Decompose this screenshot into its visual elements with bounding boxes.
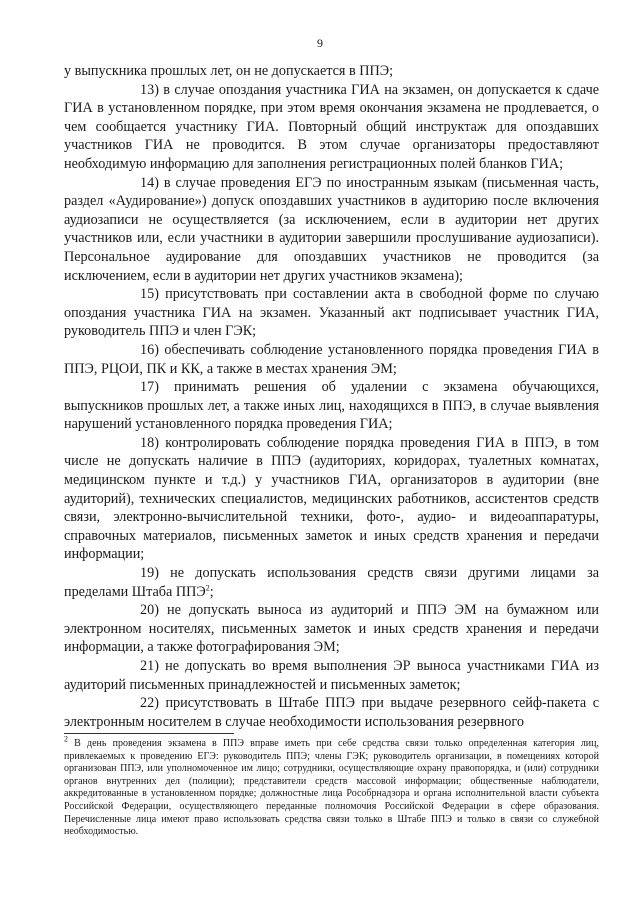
footnote (64, 734, 600, 839)
paragraph-text: у выпускника прошлых лет, он не допускается в ППЭ; (64, 63, 394, 79)
item-number: 15) (140, 286, 159, 303)
item-text: обеспечивать соблюдение установленного порядка проведения ГИА в ППЭ, РЦОИ, ПК и КК, а также в местах хранения ЭМ; (64, 341, 600, 377)
item-text: контролировать соблюдение порядка проведения ГИА в ППЭ, в том числе не допускать наличие в ППЭ (аудиториях, коридорах, туалетных комнатах, медицинском пункте и т.д.) у участников ГИА, организаторов в аудитории (вне аудиторий), технических специалистов, медицинских работников, ассистентов средств связи, электронно-вычислительной техники, фото-, аудио- и видеоаппаратуры, справочных материалов, письменных заметок и иных средств хранения и передачи информации; (64, 434, 600, 563)
item-number: 20) (140, 602, 159, 619)
item-text: не допускать использования средств связи другими лицами за пределами Штаба ППЭ (64, 565, 600, 600)
item-text: в случае опоздания участника ГИА на экзамен, он допускается к сдаче ГИА в установленном порядке, при этом время окончания экзамена не продлевается, о чем сообщается участнику ГИА. Повторный общий инструктаж для опоздавших участников ГИА не проводится. В этом случае организаторы предоставляют необходимую информацию для заполнения регистрационных полей бланков ГИА; (64, 81, 599, 172)
item-number: 16) (140, 341, 159, 358)
item-text: не допускать во время выполнения ЭР выноса участниками ГИА из аудиторий письменных принадлежностей и письменных заметок; (64, 658, 599, 693)
list-item-22 (64, 694, 599, 731)
item-number: 14) (140, 174, 159, 191)
item-text: принимать решения об удалении с экзамена обучающихся, выпускников прошлых лет, а также иных лиц, находящихся в ППЭ, в случае выявления нарушений установленного порядка проведения ГИА; (64, 379, 599, 433)
main-text (64, 62, 599, 731)
item-text: в случае проведения ЕГЭ по иностранным языкам (письменная часть, раздел «Аудирование») допуск опоздавших участников в аудиторию после включения аудиозаписи не осуществляется (за исключением, если в аудитории нет других участников или, если участники в аудитории завершили прослушивание аудиозаписи). Персональное аудирование для опоздавших участников не проводится (за исключением, если в аудитории нет других участников экзамена); (64, 174, 600, 284)
item-number: 21) (140, 658, 159, 674)
item-number: 22) (140, 695, 159, 712)
footnote-mark: 2 (64, 734, 68, 744)
item-number: 13) (140, 81, 159, 98)
footnote-text: В день проведения экзамена в ППЭ вправе иметь при себе средства связи только определенная категория лиц, привлекаемых к проведению ЕГЭ: руководитель ППЭ; члены ГЭК; руководитель организации, в помещениях которой организован ППЭ, или уполномоченное им лицо; сотрудники, осуществляющие охрану правопорядка, и (или) сотрудники органов внутренних дел (полиции); представители средств массовой информации; общественные наблюдатели, аккредитованные в установленном порядке; должностные лица Рособрнадзора и органа исполнительной власти субъекта Российской Федерации, осуществляющего переданные полномочия Российской Федерации в сфере образования. Перечисленные лица имеют право использовать средства связи только в Штабе ППЭ и только в связи со служебной необходимостью. (64, 738, 600, 838)
item-number: 19) (140, 565, 159, 582)
list-item-21 (64, 657, 599, 694)
item-text-tail: ; (209, 583, 214, 600)
page-number: 9 (317, 36, 323, 50)
item-number: 18) (140, 434, 159, 451)
item-text: присутствовать при составлении акта в свободной форме по случаю опоздания участника ГИА на экзамен. Указанный акт подписывает участник ГИА, руководитель ППЭ и член ГЭК; (64, 286, 600, 340)
list-item-16 (64, 341, 599, 378)
footnote-divider (64, 733, 234, 734)
item-text: не допускать выноса из аудиторий и ППЭ ЭМ на бумажном или электронном носителях, письменных заметок и иных средств хранения и передачи информации, а также фотографирования ЭМ; (64, 602, 599, 656)
list-item-19 (64, 564, 599, 601)
list-item-15 (64, 285, 599, 341)
paragraph-continuation (64, 62, 599, 81)
list-item-17 (64, 378, 599, 434)
footnote-reference[interactable]: 2 (205, 582, 210, 592)
list-item-14 (64, 174, 599, 286)
item-number: 17) (140, 379, 159, 396)
list-item-20 (64, 601, 599, 657)
list-item-18 (64, 434, 599, 564)
list-item-13 (64, 81, 599, 174)
item-text: присутствовать в Штабе ППЭ при выдаче резервного сейф-пакета с электронным носителем в случае необходимости использования резервного (64, 695, 599, 730)
